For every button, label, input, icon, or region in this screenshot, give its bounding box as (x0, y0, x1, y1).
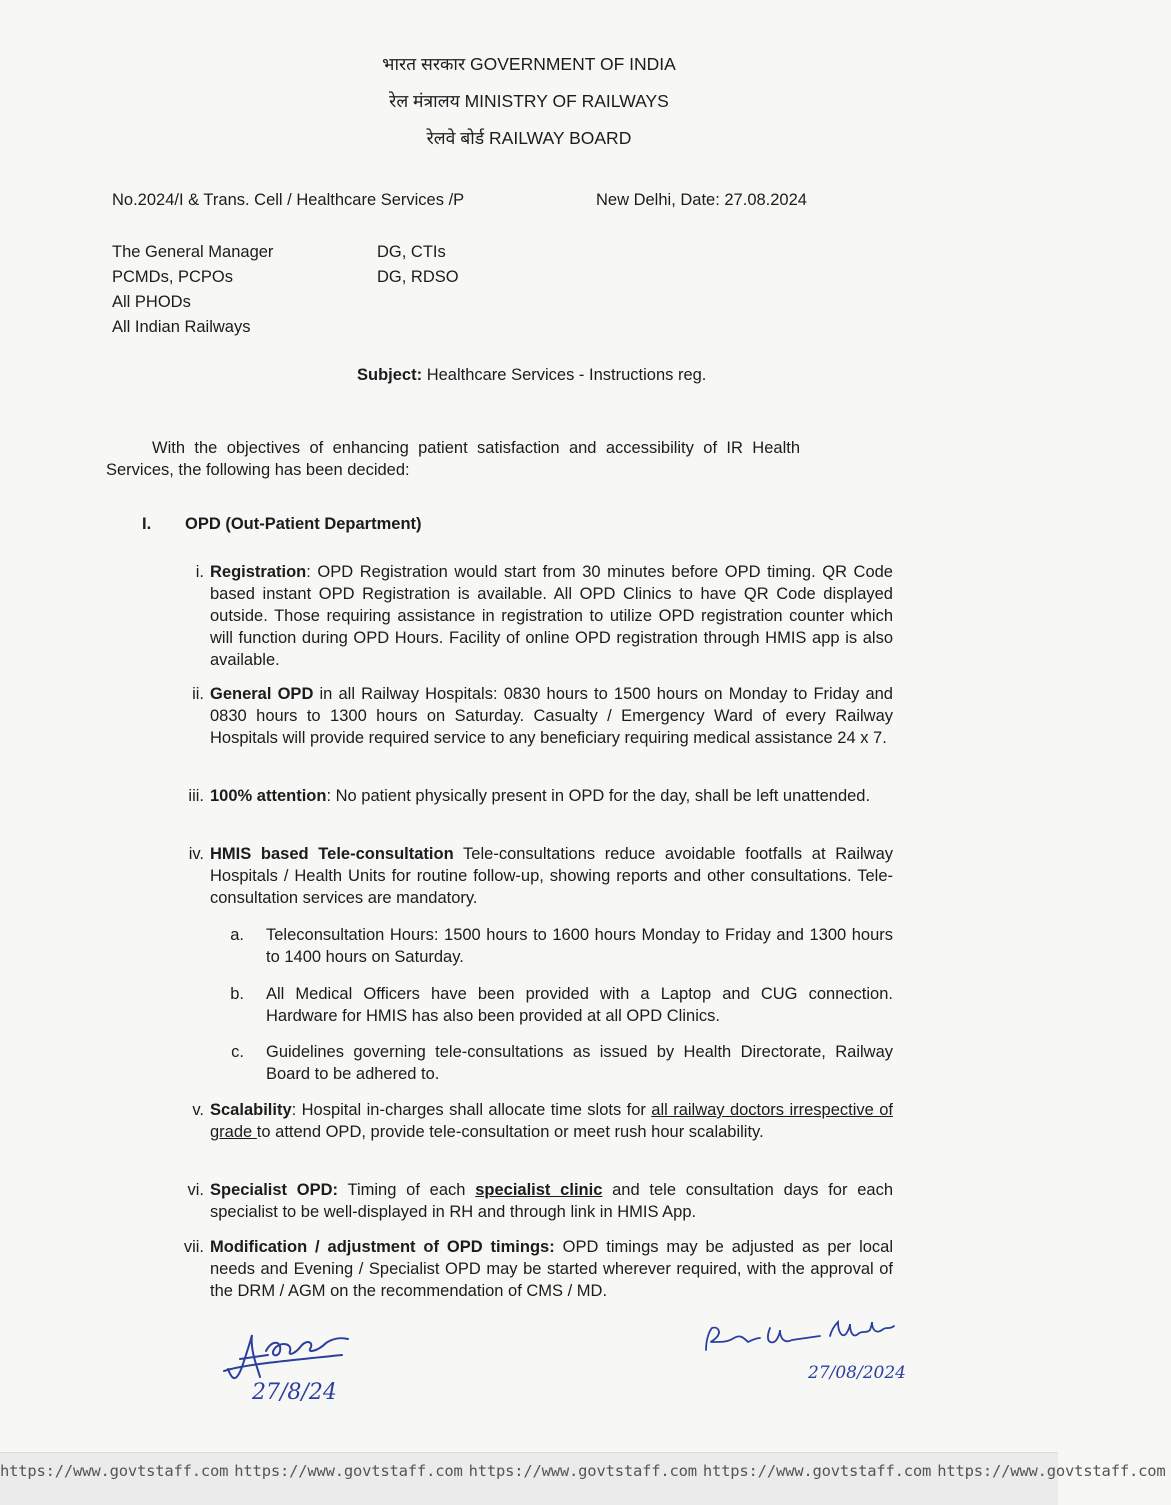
list-item-registration: i. Registration: OPD Registration would start from 30 minutes before OPD timing. QR Code based instant OPD Registration is available. All OPD Clinics to have QR Code displayed outside. Those requiring assistance in registration to utilize OPD registration counter which will function during OPD Hours. Facility of online OPD registration through HMIS app is also available. (210, 561, 893, 671)
item-title: HMIS based Tele-consultation (210, 845, 454, 863)
item-text: in all Railway Hospitals: 0830 hours to 1500 hours on Monday to Friday and 0830 hours to 1300 hours on Saturday. Casualty / Emergency Ward of every Railway Hospitals will provide required service to any beneficiary requiring medical assistance 24 x 7. (210, 685, 893, 747)
addressees-left (112, 240, 273, 340)
sub-item-text: Guidelines governing tele-consultations as issued by Health Directorate, Railway Board to be adhered to. (266, 1043, 893, 1083)
subject-text: Healthcare Services - Instructions reg. (426, 366, 707, 384)
addressee: PCMDs, PCPOs (112, 268, 234, 286)
header-board-hindi: रेलवे बोर्ड (426, 128, 485, 148)
list-item-specialist-opd: vi. Specialist OPD: Timing of each specialist clinic and tele consultation days for each specialist to be well-displayed in RH and through link in HMIS App. (210, 1179, 893, 1223)
sub-item-text: All Medical Officers have been provided with a Laptop and CUG connection. Hardware for HMIS has also been provided at all OPD Clinics. (266, 985, 893, 1025)
signature-right-date: 27/08/2024 (808, 1363, 906, 1383)
header-govt-hindi: भारत सरकार (382, 54, 466, 74)
section-number: I. (142, 515, 152, 533)
addressee: All PHODs (112, 293, 191, 311)
footer-url[interactable]: https://www.govtstaff.com (468, 1462, 697, 1480)
sub-item-text: Teleconsultation Hours: 1500 hours to 1600 hours Monday to Friday and 1300 hours to 1400 hours on Saturday. (266, 926, 893, 966)
header-board (0, 126, 1058, 150)
item-title: General OPD (210, 685, 314, 703)
item-text: OPD Registration would start from 30 minutes before OPD timing. QR Code based instant OPD Registration is available. All OPD Clinics to have QR Code displayed outside. Those requiring assistance in registration to utilize OPD registration counter which will function during OPD Hours. Facility of online OPD registration through HMIS app is also available. (210, 563, 893, 669)
item-title: Scalability (210, 1101, 292, 1119)
item-number: iv. (188, 845, 204, 863)
addressees-right (377, 240, 459, 290)
footer-url[interactable]: https://www.govtstaff.com (234, 1462, 463, 1480)
item-title: 100% attention (210, 787, 327, 805)
addressee: DG, CTIs (377, 243, 446, 261)
sub-item-number: c. (231, 1043, 244, 1061)
header-board-english: RAILWAY BOARD (489, 128, 632, 148)
sub-item-guidelines (231, 1041, 893, 1085)
footer-watermark (0, 1452, 1166, 1505)
item-title: Registration (210, 563, 307, 581)
sub-item-number: b. (230, 985, 244, 1003)
section-title: OPD (Out-Patient Department) (185, 515, 422, 533)
item-title: Specialist OPD: (210, 1181, 339, 1199)
list-item-modification (183, 1236, 893, 1302)
header-ministry-english: MINISTRY OF RAILWAYS (464, 91, 669, 111)
list-item-attention: iii. 100% attention: No patient physically present in OPD for the day, shall be left unattended. (210, 785, 893, 807)
addressee: DG, RDSO (377, 268, 459, 286)
item-text: No patient physically present in OPD for the day, shall be left unattended. (331, 787, 871, 805)
signature-right (700, 1320, 940, 1390)
header-ministry-hindi: रेल मंत्रालय (389, 91, 460, 111)
item-number: iii. (188, 787, 204, 805)
sub-item-hours (230, 924, 893, 968)
footer-url[interactable]: https://www.govtstaff.com (702, 1462, 932, 1480)
reference-number: No.2024/I & Trans. Cell / Healthcare Services /P (112, 191, 465, 209)
item-number: vi. (187, 1181, 204, 1199)
header-govt-english: GOVERNMENT OF INDIA (470, 54, 676, 74)
list-item-general-opd (192, 683, 893, 749)
addressee: The General Manager (112, 243, 274, 261)
item-number: vii. (183, 1238, 204, 1256)
subject-label: Subject: (357, 366, 423, 384)
signature-left (222, 1325, 362, 1405)
item-number: v. (192, 1101, 204, 1119)
item-text: OPD timings may be adjusted as per local needs and Evening / Specialist OPD may be started wherever required, with the approval of the DRM / AGM on the recommendation of CMS / MD. (210, 1238, 893, 1300)
subject-line (357, 364, 706, 386)
signature-left-date: 27/8/24 (252, 1380, 337, 1405)
header-govt (0, 52, 1058, 76)
footer-url[interactable]: https://www.govtstaff.com (0, 1462, 229, 1480)
header-ministry (0, 89, 1058, 113)
underlined-text: all railway doctors irrespective of grade (210, 1101, 893, 1141)
item-number: i. (195, 563, 204, 581)
item-text: Tele-consultations reduce avoidable footfalls at Railway Hospitals / Health Units for routine follow-up, showing reports and other consultations. Tele-consultation services are mandatory. (210, 845, 893, 907)
list-item-teleconsultation (188, 843, 893, 909)
place-date: New Delhi, Date: 27.08.2024 (596, 191, 807, 209)
item-number: ii. (192, 685, 204, 703)
underlined-bold-text: specialist clinic (475, 1181, 603, 1199)
item-title: Modification / adjustment of OPD timings: (210, 1238, 555, 1256)
sub-item-number: a. (230, 926, 244, 944)
list-item-scalability: v. Scalability: Hospital in-charges shall allocate time slots for all railway doctors irrespective of grade to attend OPD, provide tele-consultation or meet rush hour scalability. (210, 1099, 893, 1143)
footer-url[interactable]: https://www.govtstaff.com (937, 1462, 1166, 1480)
addressee: All Indian Railways (112, 318, 251, 336)
sub-item-laptop (230, 983, 893, 1027)
intro-paragraph: With the objectives of enhancing patient satisfaction and accessibility of IR Health Services, the following has been decided: (106, 439, 800, 479)
